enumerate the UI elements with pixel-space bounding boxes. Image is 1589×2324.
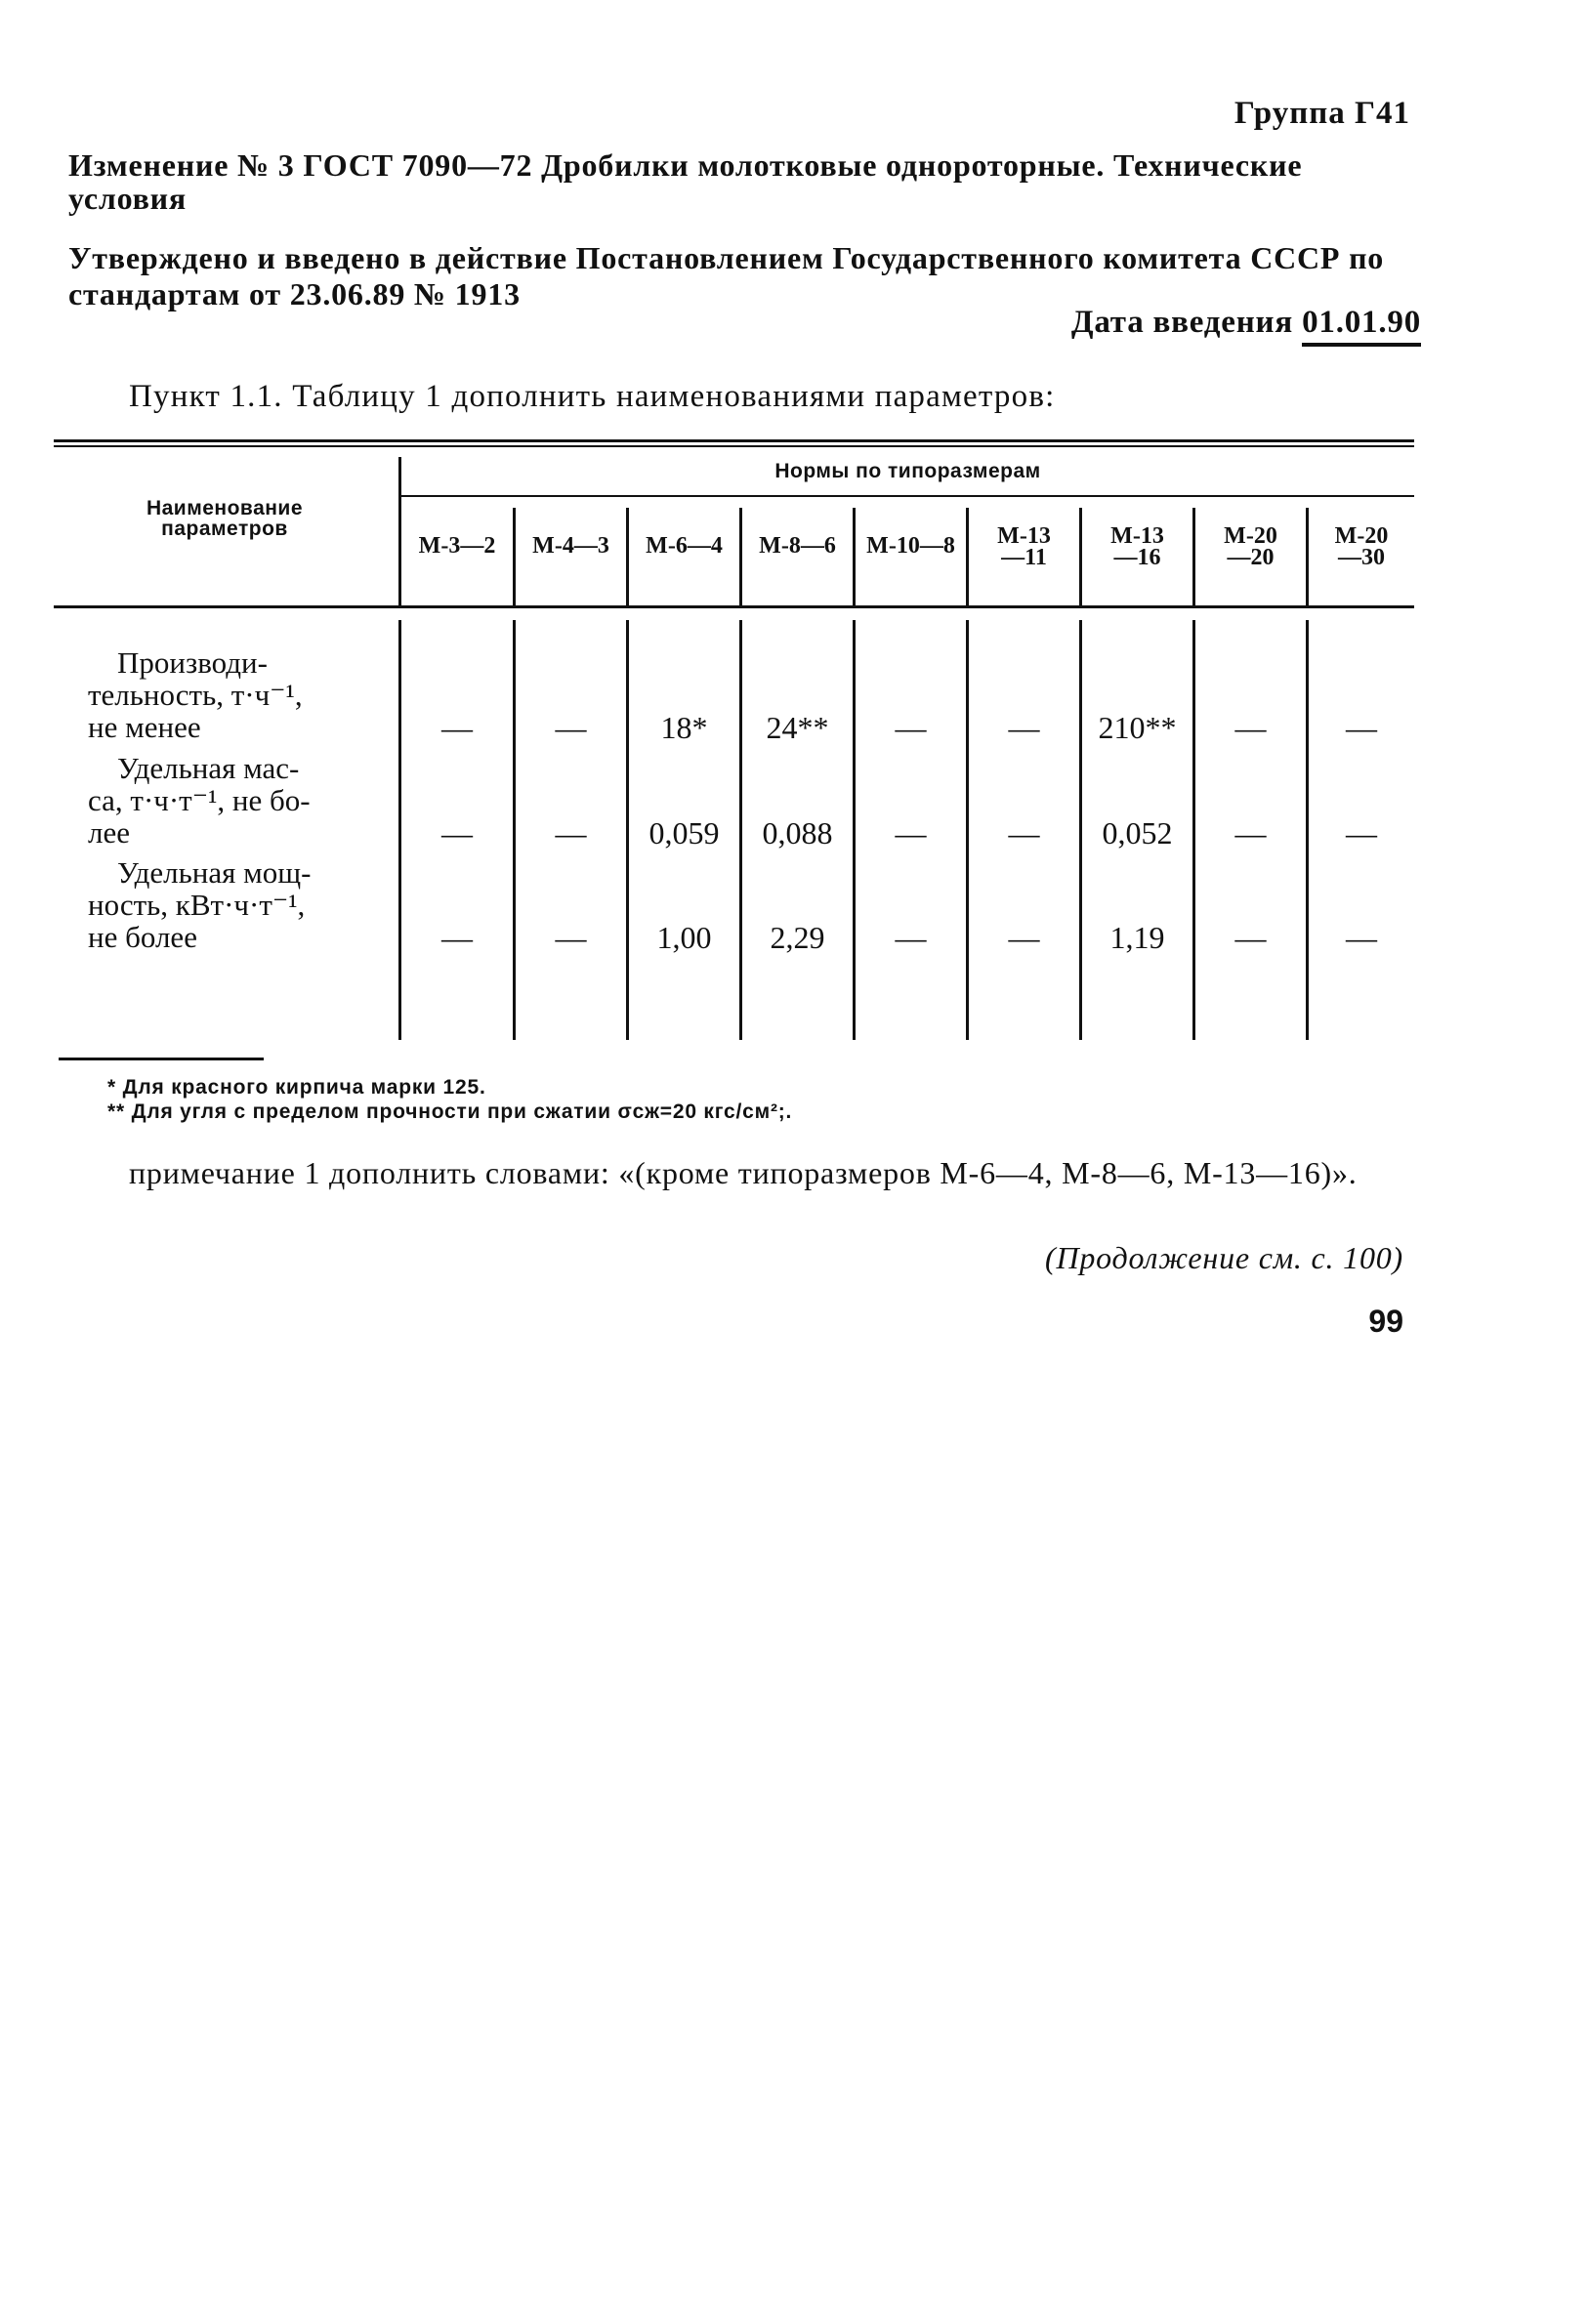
table-cell: — <box>555 710 587 745</box>
col-divider <box>513 508 516 605</box>
norms-header-rule <box>400 495 1414 497</box>
table-cell: — <box>555 815 587 851</box>
col-header: М-10—8 <box>866 533 955 559</box>
col-header: М-13 —16 <box>1110 523 1164 570</box>
table-cell: — <box>1346 920 1377 955</box>
table-cell: — <box>895 815 927 851</box>
table-cell: — <box>1346 815 1377 851</box>
footnote-divider <box>59 1058 264 1060</box>
header-bottom-rule <box>54 605 1414 608</box>
col-divider <box>853 508 856 605</box>
table-cell: — <box>1234 710 1267 745</box>
table-cell: — <box>441 815 473 851</box>
table-cell: — <box>441 920 473 955</box>
table-cell: 24** <box>766 710 829 745</box>
param-name: Удельная мощ- ность, кВт·ч·т⁻¹, не более <box>88 855 312 954</box>
norms-header: Нормы по типоразмерам <box>774 460 1041 482</box>
col-divider <box>739 508 742 605</box>
note-paragraph: примечание 1 дополнить словами: «(кроме типоразмеров М-6—4, М-8—6, М-13—16)». <box>129 1155 1358 1190</box>
table-top-rule <box>54 439 1414 442</box>
table-cell: 1,19 <box>1109 920 1165 955</box>
date-value: 01.01.90 <box>1302 305 1421 347</box>
table-cell: — <box>441 710 473 745</box>
col-header: М-20 —20 <box>1224 523 1277 570</box>
table-cell: — <box>895 710 927 745</box>
param-name: Производи- тельность, т·ч⁻¹, не менее <box>88 645 303 744</box>
col-header: М-20 —30 <box>1334 523 1389 570</box>
table-cell: — <box>1008 710 1040 745</box>
col-header: М-13 —11 <box>997 523 1051 570</box>
param-column-header: Наименование параметров <box>146 497 304 540</box>
change-title: Изменение № 3 ГОСТ 7090—72 Дробилки молотковые однороторные. Технические условия <box>68 147 1303 216</box>
table-cell: 0,059 <box>648 815 720 851</box>
table-cell: — <box>1234 920 1267 955</box>
intro-paragraph: Пункт 1.1. Таблицу 1 дополнить наименованиями параметров: <box>129 379 1056 414</box>
table-cell: — <box>1008 815 1040 851</box>
table-cell: 210** <box>1098 710 1177 745</box>
page-number: 99 <box>1368 1304 1403 1339</box>
table-cell: — <box>1008 920 1040 955</box>
col-divider <box>626 508 629 605</box>
table-cell: — <box>895 920 927 955</box>
col-header: М-4—3 <box>532 533 609 559</box>
footnote-1: * Для красного кирпича марки 125. <box>107 1076 486 1099</box>
introduction-date <box>1071 305 1421 341</box>
table-cell: 0,088 <box>762 815 833 851</box>
footnote-2: ** Для угля с пределом прочности при сжатии σсж=20 кгс/см²;. <box>107 1100 793 1123</box>
table-cell: 1,00 <box>656 920 712 955</box>
approval-statement: Утверждено и введено в действие Постановлением Государственного комитета СССР по стандартам от 23.06.89 № 1913 <box>68 240 1385 311</box>
table-cell: — <box>555 920 587 955</box>
table-top-rule-2 <box>54 445 1414 447</box>
table-cell: 18* <box>660 710 708 745</box>
col-header: М-3—2 <box>418 533 496 559</box>
date-label: Дата введения <box>1070 305 1294 340</box>
parameters-table <box>54 439 1414 1040</box>
table-cell: 2,29 <box>770 920 825 955</box>
col-header: М-6—4 <box>646 533 723 559</box>
param-name: Удельная мас- са, т·ч·т⁻¹, не бо- лее <box>88 751 311 850</box>
continuation-note: (Продолжение см. с. 100) <box>1045 1240 1403 1275</box>
table-cell: — <box>1234 815 1267 851</box>
table-cell: — <box>1346 710 1377 745</box>
group-code: Группа Г41 <box>1234 96 1410 131</box>
col-header: М-8—6 <box>759 533 836 559</box>
table-cell: 0,052 <box>1102 815 1173 851</box>
